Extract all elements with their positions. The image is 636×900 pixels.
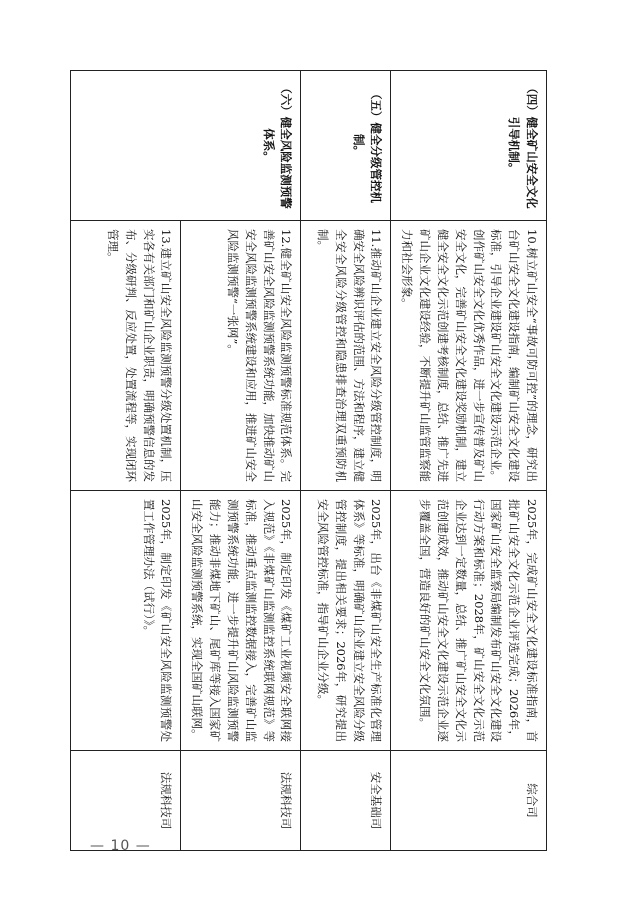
dept-cell: 法规科技司 <box>71 751 181 851</box>
task-cell: 11.推动矿山企业建立安全风险分级管控制度，明确安全风险辨识评估的范围、方法和程序，建立健全安全风险分级管控和隐患排查治理双重预防机制。 <box>301 221 391 491</box>
task-cell: 10.树立矿山安全“事故可防可控”的理念，研究出台矿山安全文化建设指南，编制矿山安全文化建设标准，引导企业建设矿山安全文化建设示范企业。创作矿山安全文化优秀作品，进一步宣传普及矿山安全文化，完善矿山安全文化建设奖励机制，建立健全安全文化示范创建考核制度，总结、推广先进矿山企业文化建设经验，不断提升矿山监管监察能力和社会形象。 <box>391 221 547 491</box>
dept-cell: 安全基础司 <box>301 751 391 851</box>
goal-cell: 2025年，制定印发《矿山安全风险监测预警处置工作管理办法（试行）》。 <box>71 491 181 751</box>
table-row <box>181 71 301 851</box>
table-row <box>301 71 391 851</box>
table-row <box>391 71 547 851</box>
task-cell: 12.健全矿山安全风险监测预警标准规范体系。完善矿山安全风险监测预警系统功能，加快推动矿山安全风险监测预警系统建设和应用，推进矿山安全风险监测预警“一张网”。 <box>181 221 301 491</box>
rotated-table-wrapper <box>77 70 547 850</box>
task-cell: 13.建立矿山安全风险监测预警分级处置机制，压实各有关部门和矿山企业职责，明确预警信息的发布、分级研判、反应处置，处置流程等，实现闭环管理。 <box>71 221 181 491</box>
goal-cell: 2025年，制定印发《煤矿工业视频安全联网接入规范》《非煤矿山监测监控系统联网规范》等标准，推动重点监测监控数据接入，完善矿山监测预警系统功能，进一步提升矿山风险监测预警能力；推动非煤地下矿山、尾矿库等接入国家矿山安全风险监测预警系统，实现全国矿山联网。 <box>181 491 301 751</box>
goal-cell: 2025年，出台《非煤矿山安全生产标准化管理体系》等标准，明确矿山企业建立安全风险分级管控制度，提出相关要求；2026年，研究提出安全风险管控标准，指导矿山企业分级。 <box>301 491 391 751</box>
task-table <box>71 70 548 851</box>
dept-cell: 法规科技司 <box>181 751 301 851</box>
category-cell: （五）健全分级管控机制。 <box>301 71 391 221</box>
goal-cell: 2025年，完成矿山安全文化建设标准指南，首批矿山安全文化示范企业评选完成；2026年，国家矿山安全监察局编制发布矿山安全文化建设行动方案和标准；2028年，矿山安全文化示范企业达到一定数量，总结、推广矿山安全文化示范创建成效，推动矿山安全文化建设示范企业逐步覆盖全国，营造良好的矿山安全文化氛围。 <box>391 491 547 751</box>
category-cell: （四）健全矿山安全文化引导机制。 <box>391 71 547 221</box>
category-cell: （六）健全风险监测预警体系。 <box>71 71 301 221</box>
dept-cell: 综合司 <box>391 751 547 851</box>
page-number: — 10 — <box>90 838 151 854</box>
